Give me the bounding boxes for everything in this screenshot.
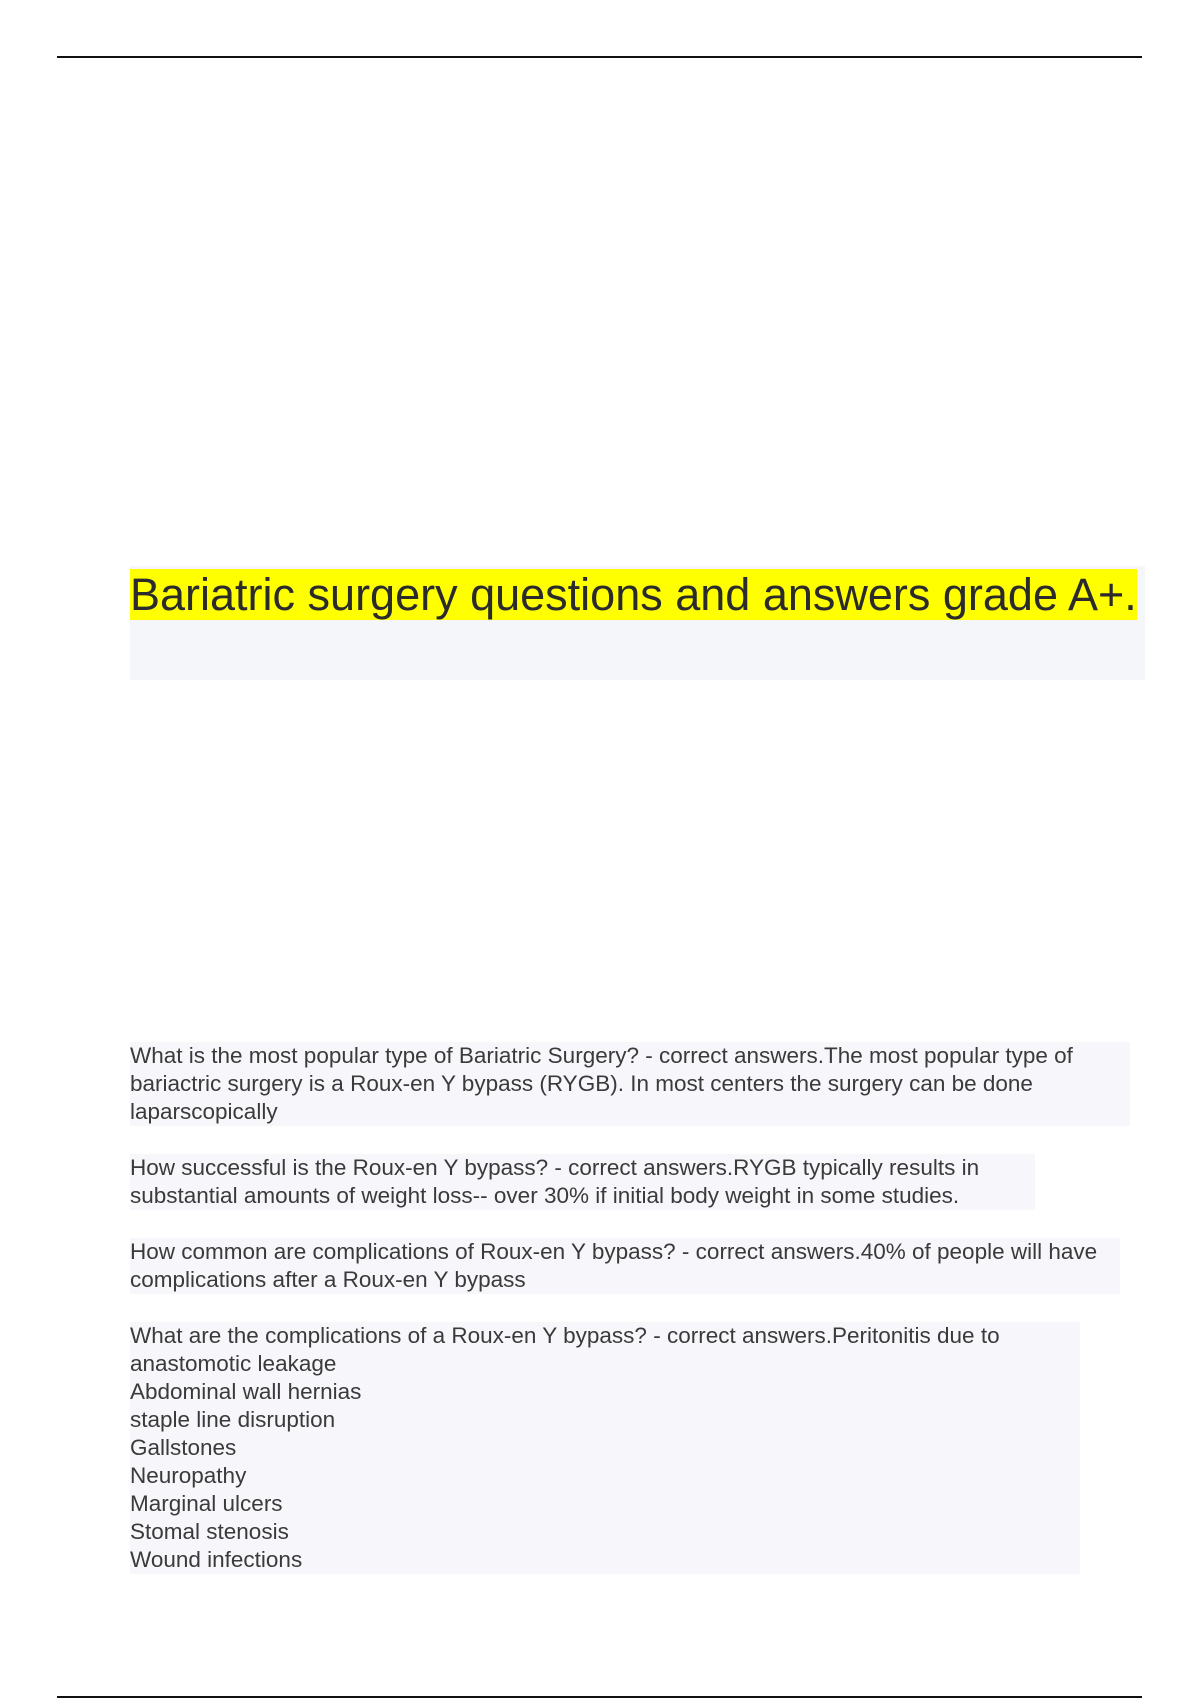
qa-item: What is the most popular type of Bariatric Surgery? - correct answers.The most popular type of bariactric surgery is a Roux-en Y bypass (RYGB). In most centers the surgery can be done laparscopically [130,1042,1130,1126]
title-highlight: Bariatric surgery questions and answers grade A+. [130,569,1137,620]
qa-item: How common are complications of Roux-en Y bypass? - correct answers.40% of people will have complications after a Roux-en Y bypass [130,1238,1120,1294]
qa-list [130,1042,1140,1602]
qa-item: How successful is the Roux-en Y bypass? - correct answers.RYGB typically results in substantial amounts of weight loss-- over 30% if initial body weight in some studies. [130,1154,1035,1210]
qa-item: What are the complications of a Roux-en Y bypass? - correct answers.Peritonitis due to anastomotic leakage Abdominal wall hernias staple line disruption Gallstones Neuropathy Marginal ulcers Stomal stenosis Wound infections [130,1322,1080,1574]
footer-rule [57,1696,1142,1698]
title-block [130,566,1145,680]
page-title [130,566,1145,623]
header-rule [57,56,1142,58]
